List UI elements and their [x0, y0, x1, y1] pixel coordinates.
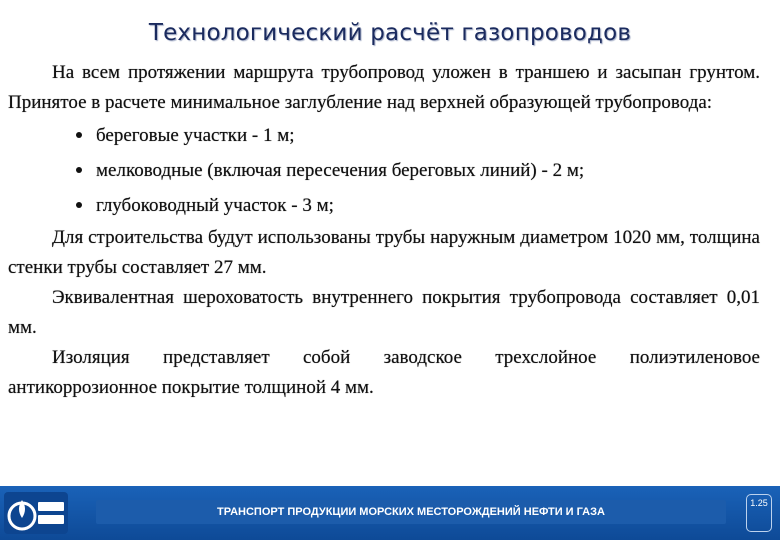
paragraph-roughness-text: Эквивалентная шероховатость внутреннего покрытия трубопровода составляет 0,01 мм.	[8, 287, 760, 338]
page-number: 1.25	[746, 494, 772, 532]
gazprom-logo-icon	[4, 492, 68, 534]
footer-text: ТРАНСПОРТ ПРОДУКЦИИ МОРСКИХ МЕСТОРОЖДЕНИЙ НЕФТИ И ГАЗА	[217, 506, 605, 518]
paragraph-intro	[8, 58, 760, 118]
paragraph-pipes	[8, 223, 760, 283]
list-item	[76, 188, 760, 223]
footer-bar	[0, 486, 780, 540]
bullet-icon	[76, 132, 82, 138]
slide-title: Технологический расчёт газопроводов	[148, 20, 632, 46]
paragraph-insulation	[8, 343, 760, 403]
paragraph-intro-text: На всем протяжении маршрута трубопровод уложен в траншею и засыпан грунтом. Принятое в расчете минимальное заглубление над верхней образующей трубопровода:	[8, 62, 760, 113]
bullet-icon	[76, 167, 82, 173]
paragraph-insulation-text: Изоляция представляет собой заводское трехслойное полиэтиленовое антикоррозионное покрытие толщиной 4 мм.	[8, 347, 760, 398]
list-item-text: береговые участки - 1 м;	[96, 125, 295, 146]
list-item-text: мелководные (включая пересечения береговых линий) - 2 м;	[96, 160, 585, 181]
list-item-text: глубоководный участок - 3 м;	[96, 195, 334, 216]
paragraph-roughness	[8, 283, 760, 343]
list-item	[76, 118, 760, 153]
bullet-icon	[76, 202, 82, 208]
depth-list	[8, 118, 760, 223]
list-item	[76, 153, 760, 188]
slide-body	[8, 58, 760, 403]
paragraph-pipes-text: Для строительства будут использованы трубы наружным диаметром 1020 мм, толщина стенки трубы составляет 27 мм.	[8, 227, 760, 278]
